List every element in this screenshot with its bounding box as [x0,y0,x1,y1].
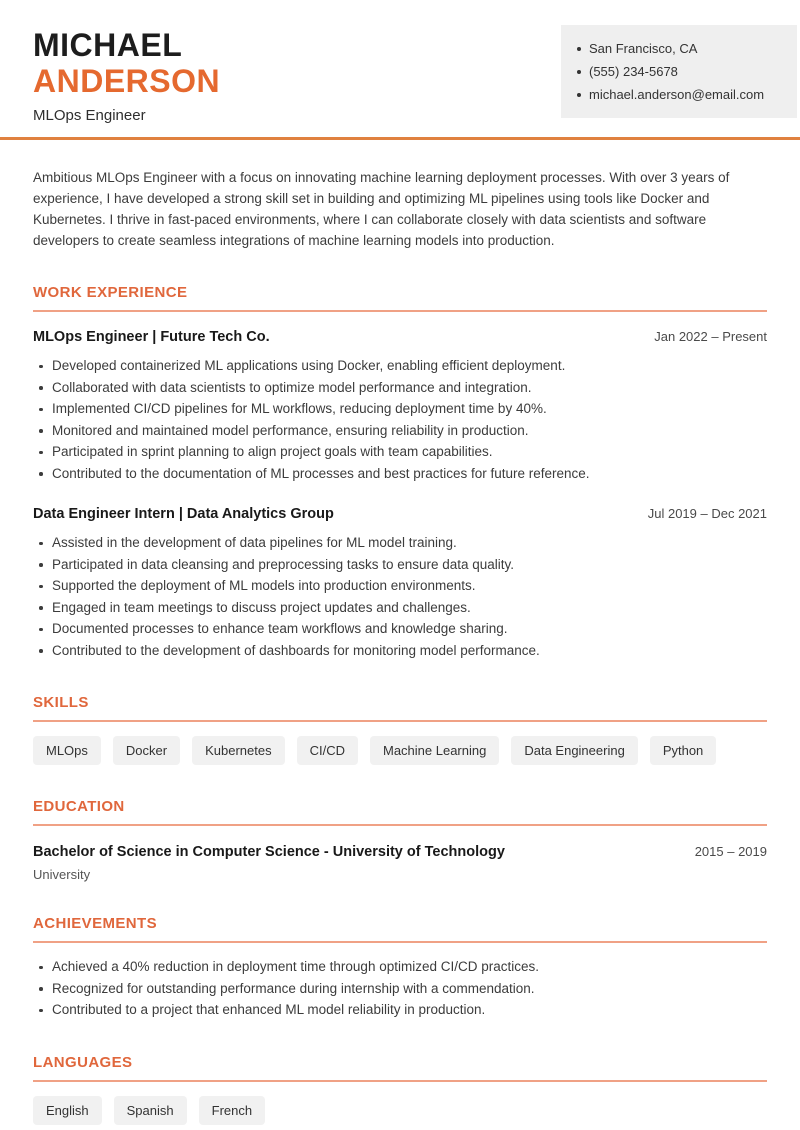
education-heading: EDUCATION [33,798,767,826]
job-bullet: Contributed to the development of dashboards for monitoring model performance. [33,640,767,662]
achievements-bullet-list [33,956,767,1021]
job-bullet: Participated in sprint planning to align project goals with team capabilities. [33,441,767,463]
job-entry [33,328,767,484]
job-header [33,505,767,523]
education-header [33,843,767,861]
education-degree: Bachelor of Science in Computer Science - University of Technology [33,844,505,860]
contact-phone: (555) 234-5678 [575,60,781,83]
language-chip: English [33,1096,102,1125]
skills-heading: SKILLS [33,694,767,722]
job-bullet: Collaborated with data scientists to optimize model performance and integration. [33,377,767,399]
achievement-bullet: Achieved a 40% reduction in deployment time through optimized CI/CD practices. [33,956,767,978]
job-entry [33,505,767,661]
header [0,0,800,125]
job-header [33,328,767,346]
skills-chip-list [33,736,767,765]
first-name: MICHAEL [33,27,183,63]
job-bullet-list [33,532,767,661]
languages-heading: LANGUAGES [33,1054,767,1082]
section-education [33,798,767,882]
skill-chip: MLOps [33,736,101,765]
language-chip: French [199,1096,265,1125]
achievements-heading: ACHIEVEMENTS [33,915,767,943]
job-title: Data Engineer Intern | Data Analytics Group [33,506,334,522]
job-title: MLOps Engineer | Future Tech Co. [33,329,270,345]
job-dates: Jul 2019 – Dec 2021 [647,506,767,521]
achievement-bullet: Contributed to a project that enhanced ML model reliability in production. [33,999,767,1021]
job-bullet: Supported the deployment of ML models into production environments. [33,575,767,597]
education-entry [33,843,767,882]
section-languages [33,1054,767,1125]
section-work-experience [33,284,767,661]
languages-chip-list [33,1096,767,1125]
job-bullet-list [33,355,767,484]
work-experience-heading: WORK EXPERIENCE [33,284,767,312]
contact-list [575,37,781,106]
skill-chip: Docker [113,736,180,765]
summary-paragraph: Ambitious MLOps Engineer with a focus on innovating machine learning deployment processes. With over 3 years of experience, I have developed a strong skill set in building and optimizing ML pipelines using tools like Docker and Kubernetes. I thrive in fast-paced environments, where I can collaborate closely with data scientists and software developers to create seamless integrations of machine learning models into production. [33,170,730,248]
education-dates: 2015 – 2019 [694,844,767,859]
job-bullet: Engaged in team meetings to discuss project updates and challenges. [33,597,767,619]
name-block [33,25,220,125]
skill-chip: Python [650,736,716,765]
header-job-title: MLOps Engineer [33,107,146,124]
job-bullet: Documented processes to enhance team workflows and knowledge sharing. [33,618,767,640]
skill-chip: Kubernetes [192,736,285,765]
contact-box [561,25,797,118]
job-bullet: Implemented CI/CD pipelines for ML workflows, reducing deployment time by 40%. [33,398,767,420]
language-chip: Spanish [114,1096,187,1125]
content [0,140,800,1125]
skill-chip: Machine Learning [370,736,499,765]
job-bullet: Developed containerized ML applications using Docker, enabling efficient deployment. [33,355,767,377]
job-bullet: Assisted in the development of data pipelines for ML model training. [33,532,767,554]
job-bullet: Monitored and maintained model performance, ensuring reliability in production. [33,420,767,442]
education-institution: University [33,867,91,882]
job-bullet: Contributed to the documentation of ML processes and best practices for future reference. [33,463,767,485]
last-name: ANDERSON [33,63,221,99]
contact-location: San Francisco, CA [575,37,781,60]
section-achievements [33,915,767,1021]
job-dates: Jan 2022 – Present [654,329,767,344]
skill-chip: Data Engineering [511,736,637,765]
section-skills [33,694,767,765]
job-bullet: Participated in data cleansing and preprocessing tasks to ensure data quality. [33,554,767,576]
achievement-bullet: Recognized for outstanding performance during internship with a commendation. [33,978,767,1000]
skill-chip: CI/CD [297,736,358,765]
contact-email: michael.anderson@email.com [575,83,781,106]
